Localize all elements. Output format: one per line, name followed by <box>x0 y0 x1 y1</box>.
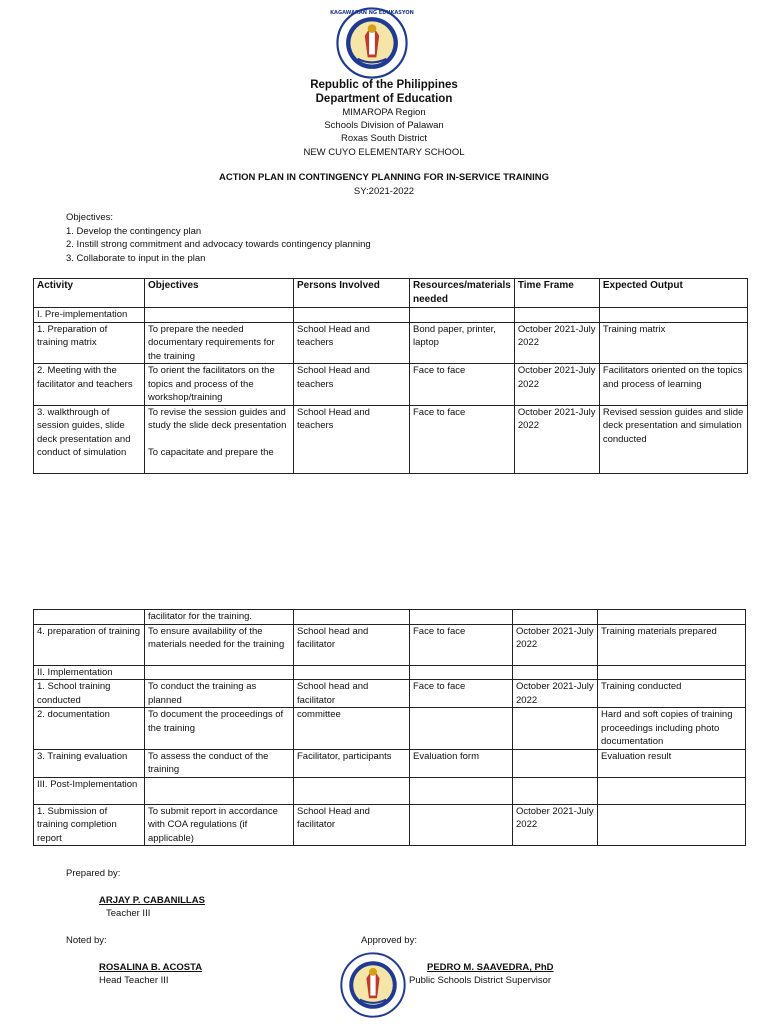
table-cell: To revise the session guides and study the slide deck presentation To capacitate and prepare the <box>145 405 294 473</box>
table-cell: School Head and teachers <box>294 322 410 364</box>
table-cell <box>513 665 598 680</box>
school-year: SY:2021-2022 <box>353 186 415 197</box>
objective-item: 2. Instill strong commitment and advocacy towards contingency planning <box>66 239 371 250</box>
table-cell: 3. walkthrough of session guides, slide deck presentation and conduct of simulation <box>34 405 145 473</box>
table-cell: III. Post-Implementation <box>34 777 145 804</box>
noted-by-name: ROSALINA B. ACOSTA <box>99 962 203 973</box>
table-cell <box>598 665 746 680</box>
prepared-by-title: Teacher III <box>106 908 151 919</box>
table-row <box>34 749 746 777</box>
header-objectives: Objectives <box>145 279 294 308</box>
table-cell: To submit report in accordance with COA regulations (if applicable) <box>145 804 294 846</box>
table-row <box>34 665 746 680</box>
table-cell: 1. Submission of training completion report <box>34 804 145 846</box>
table-cell: II. Implementation <box>34 665 145 680</box>
table-cell: 2. documentation <box>34 708 145 750</box>
objective-item: 3. Collaborate to input in the plan <box>66 252 206 264</box>
table-cell <box>410 665 513 680</box>
table-cell: Bond paper, printer, laptop <box>410 322 515 364</box>
table-cell: Face to face <box>410 624 513 665</box>
noted-by-title: Head Teacher III <box>99 975 169 986</box>
table-row <box>34 308 748 323</box>
table-cell: School Head and facilitator <box>294 804 410 846</box>
table-row <box>34 680 746 708</box>
table-cell <box>294 610 410 625</box>
table-cell: Hard and soft copies of training proceedings including photo documentation <box>598 708 746 750</box>
table-cell: Training matrix <box>599 322 747 364</box>
table-cell: To prepare the needed documentary requirements for the training <box>145 322 294 364</box>
table-header-row <box>34 279 748 308</box>
table-cell: Evaluation result <box>598 749 746 777</box>
table-row <box>34 610 746 625</box>
table-cell: School Head and teachers <box>294 364 410 406</box>
table-cell: School head and facilitator <box>294 680 410 708</box>
table-cell: committee <box>294 708 410 750</box>
table-cell: Face to face <box>410 680 513 708</box>
objectives-heading: Objectives: <box>66 212 113 223</box>
table-cell: Face to face <box>410 405 515 473</box>
table-cell: facilitator for the training. <box>145 610 294 625</box>
table-cell <box>410 708 513 750</box>
action-plan-table-part-1 <box>33 278 748 474</box>
table-row <box>34 624 746 665</box>
table-cell: 4. preparation of training <box>34 624 145 665</box>
table-cell <box>598 777 746 804</box>
table-cell: To assess the conduct of the training <box>145 749 294 777</box>
header-activity: Activity <box>34 279 145 308</box>
header-resources: Resources/materials needed <box>410 279 515 308</box>
approved-by-name: PEDRO M. SAAVEDRA, PhD <box>427 962 554 973</box>
table-cell: To orient the facilitators on the topics and process of the workshop/training <box>145 364 294 406</box>
table-cell: School Head and teachers <box>294 405 410 473</box>
table-cell: October 2021-July 2022 <box>514 405 599 473</box>
noted-by-label: Noted by: <box>66 935 107 946</box>
table-cell <box>410 804 513 846</box>
table-cell: 1. Preparation of training matrix <box>34 322 145 364</box>
table-row <box>34 405 748 473</box>
svg-text:KAGAWARAN NG EDUKASYON: KAGAWARAN NG EDUKASYON <box>330 10 414 17</box>
table-row <box>34 804 746 846</box>
table-cell: I. Pre-implementation <box>34 308 145 323</box>
table-cell <box>410 308 515 323</box>
table-row <box>34 364 748 406</box>
table-cell: October 2021-July 2022 <box>514 364 599 406</box>
document-title: ACTION PLAN IN CONTINGENCY PLANNING FOR IN-SERVICE TRAINING <box>218 172 550 183</box>
table-cell: To conduct the training as planned <box>145 680 294 708</box>
prepared-by-label: Prepared by: <box>66 868 121 879</box>
table-row <box>34 322 748 364</box>
table-row <box>34 708 746 750</box>
table-cell <box>34 610 145 625</box>
table-cell: Revised session guides and slide deck presentation and simulation conducted <box>599 405 747 473</box>
table-cell <box>599 308 747 323</box>
table-cell: Evaluation form <box>410 749 513 777</box>
prepared-by-name: ARJAY P. CABANILLAS <box>99 895 205 906</box>
header-time-frame: Time Frame <box>514 279 599 308</box>
table-cell <box>514 308 599 323</box>
approved-by-title: Public Schools District Supervisor <box>409 975 552 986</box>
table-cell <box>294 308 410 323</box>
table-cell: 3. Training evaluation <box>34 749 145 777</box>
table-cell <box>410 777 513 804</box>
header-persons-involved: Persons Involved <box>294 279 410 308</box>
table-cell: Training materials prepared <box>598 624 746 665</box>
table-cell <box>513 777 598 804</box>
table-cell <box>294 777 410 804</box>
deped-seal-top <box>330 7 414 79</box>
school-line: NEW CUYO ELEMENTARY SCHOOL <box>303 147 465 158</box>
objective-item: 1. Develop the contingency plan <box>66 225 202 237</box>
table-cell <box>145 665 294 680</box>
table-cell <box>513 708 598 750</box>
table-cell: 1. School training conducted <box>34 680 145 708</box>
table-row <box>34 777 746 804</box>
table-cell <box>513 610 598 625</box>
table-cell <box>410 610 513 625</box>
district-line: Roxas South District <box>340 133 428 144</box>
objectives-block <box>66 211 371 265</box>
table-cell <box>294 665 410 680</box>
department-heading: Department of Education <box>315 93 453 105</box>
table-cell <box>598 804 746 846</box>
table-cell: Face to face <box>410 364 515 406</box>
region-line: MIMAROPA Region <box>342 107 426 118</box>
deped-seal-bottom <box>340 952 406 1018</box>
table-cell: Facilitator, participants <box>294 749 410 777</box>
action-plan-table-part-2 <box>33 609 746 846</box>
republic-heading: Republic of the Philippines <box>310 79 458 91</box>
table-cell: October 2021-July 2022 <box>513 804 598 846</box>
table-cell: 2. Meeting with the facilitator and teachers <box>34 364 145 406</box>
table-cell <box>145 777 294 804</box>
table-cell: To document the proceedings of the training <box>145 708 294 750</box>
table-cell: October 2021-July 2022 <box>514 322 599 364</box>
table-cell: Facilitators oriented on the topics and process of learning <box>599 364 747 406</box>
table-cell: School head and facilitator <box>294 624 410 665</box>
table-cell <box>598 610 746 625</box>
header-expected-output: Expected Output <box>599 279 747 308</box>
division-line: Schools Division of Palawan <box>324 120 444 131</box>
table-cell: Training conducted <box>598 680 746 708</box>
table-cell <box>513 749 598 777</box>
table-cell: October 2021-July 2022 <box>513 680 598 708</box>
table-cell: To ensure availability of the materials needed for the training <box>145 624 294 665</box>
table-cell: October 2021-July 2022 <box>513 624 598 665</box>
approved-by-label: Approved by: <box>361 935 417 946</box>
table-cell <box>145 308 294 323</box>
